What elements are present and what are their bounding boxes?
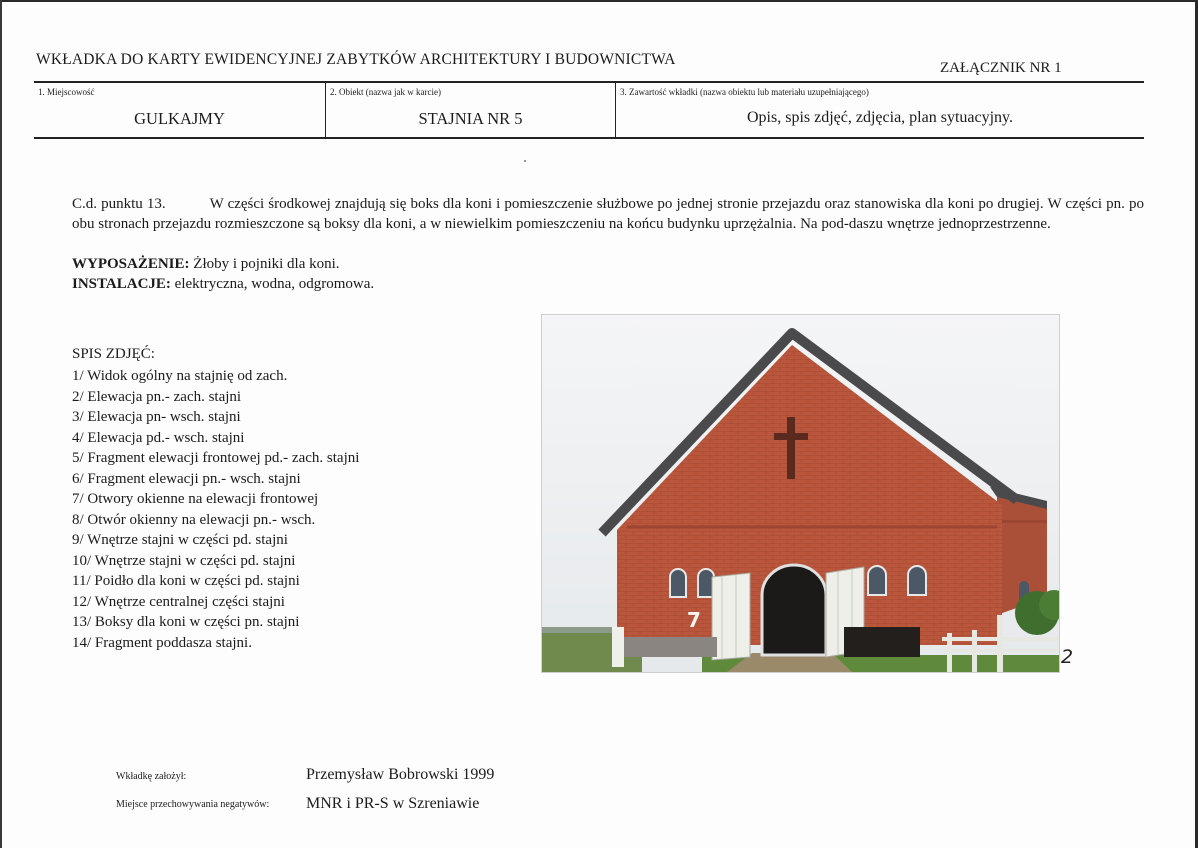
field-label-object: 2. Obiekt (nazwa jak w karcie) [330,87,441,97]
list-item: 6/ Fragment elewacji pn.- wsch. stajni [72,470,301,487]
description-text: W części środkowej znajdują się boks dla koni i pomieszczenie służbowe po jednej stronie przejazdu oraz stanowiska dla koni po drugiej. W części pn. po obu stronach przejazdu rozmieszczone są boksy dla koni, a w niewielkim pomieszczeniu na końcu budynku uprzężalnia. Na pod-daszu wnętrze jednoprzestrzenne. [72,196,1144,232]
continuation-note: C.d. punktu 13. [72,196,166,212]
author-value: Przemysław Bobrowski 1999 [306,766,495,783]
photo-list-heading: SPIS ZDJĘĆ: [72,346,155,362]
list-item: 12/ Wnętrze centralnej części stajni [72,593,285,610]
gate-number: 7 [687,608,701,632]
equipment-value: Żłoby i pojniki dla koni. [193,256,340,272]
field-label-contents: 3. Zawartość wkładki (nazwa obiektu lub materiału uzupełniającego) [620,87,869,97]
field-value-contents: Opis, spis zdjęć, zdjęcia, plan sytuacyjny. [747,109,1013,126]
list-item: 13/ Boksy dla koni w części pn. stajni [72,614,300,630]
description-paragraph [72,194,1144,234]
installations-value: elektryczna, wodna, odgromowa. [174,276,375,292]
installations-line [72,276,374,293]
list-item: 11/ Poidło dla koni w części pd. stajni [72,573,300,589]
stable-photo [541,314,1060,673]
equipment-line [72,256,340,273]
list-item: 8/ Otwór okienny na elewacji pn.- wsch. [72,511,316,528]
list-item: 3/ Elewacja pn- wsch. stajni [72,409,241,425]
list-item: 1/ Widok ogólny na stajnię od zach. [72,368,288,384]
list-item: 7/ Otwory okienne na elewacji frontowej [72,491,319,507]
header-table-bottom-rule [34,137,1144,139]
list-item: 10/ Wnętrze stajni w części pd. stajni [72,552,296,569]
list-item: 14/ Fragment poddasza stajni. [72,634,252,651]
scan-edge-top [0,0,1198,2]
list-item: 2/ Elewacja pn.- zach. stajni [72,388,242,405]
negatives-storage-label: Miejsce przechowywania negatywów: [116,799,270,810]
field-label-locality: 1. Miejscowość [38,87,95,97]
author-label: Wkładkę założył: [116,771,187,782]
equipment-label: WYPOSAŻENIE: [72,256,190,272]
header-table-top-rule [34,81,1144,83]
scan-edge-left [0,0,2,848]
photo-number: 2 [1061,646,1074,668]
stable-photo-illustration [542,315,1059,672]
negatives-storage-value: MNR i PR-S w Szreniawie [306,795,480,812]
attachment-number: ZAŁĄCZNIK NR 1 [940,60,1062,76]
photo-list [72,366,359,653]
document-title: WKŁADKA DO KARTY EWIDENCYJNEJ ZABYTKÓW ARCHITEKTURY I BUDOWNICTWA [36,51,676,68]
installations-label: INSTALACJE: [72,276,171,292]
scan-speck [524,160,526,162]
field-value-locality: GULKAJMY [134,109,225,128]
list-item: 4/ Elewacja pd.- wsch. stajni [72,429,245,446]
list-item: 5/ Fragment elewacji frontowej pd.- zach. stajni [72,450,360,466]
field-value-object: STAJNIA NR 5 [418,109,523,128]
list-item: 9/ Wnętrze stajni w części pd. stajni [72,532,288,548]
